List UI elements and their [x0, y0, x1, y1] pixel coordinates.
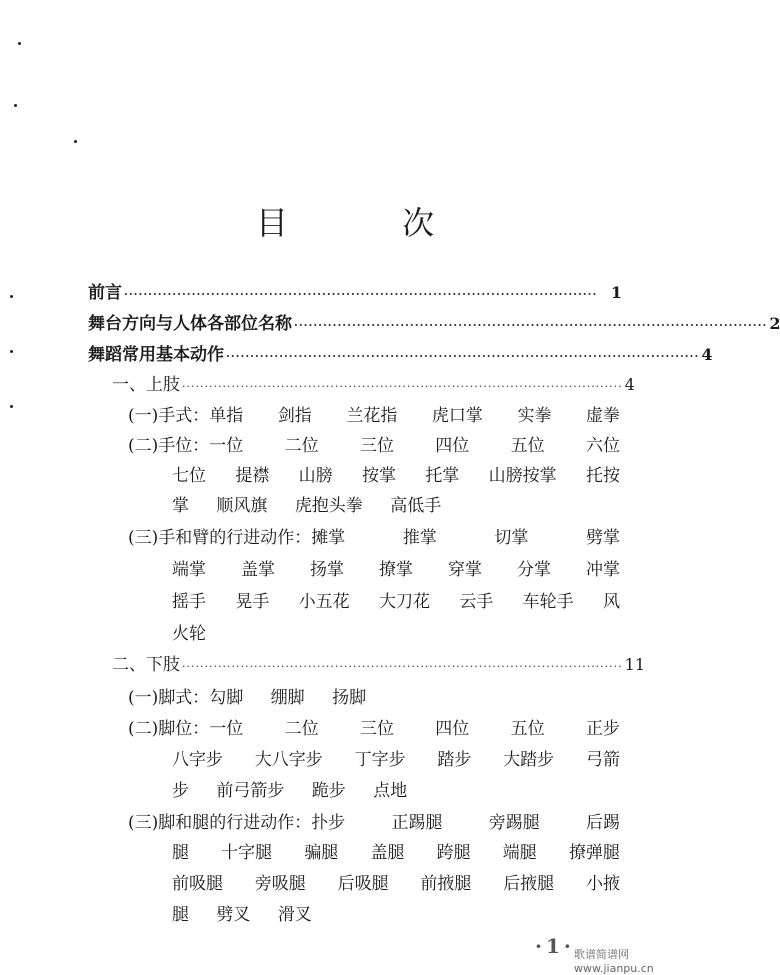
dot-leader: ·································································································· [294, 319, 768, 332]
toc-subline [172, 461, 620, 486]
toc-subline [128, 431, 620, 456]
scan-speck [74, 140, 77, 143]
term: 撩掌 [379, 560, 413, 580]
toc-subline [128, 683, 388, 708]
term: 劈掌 [586, 528, 620, 548]
term: 步 [172, 781, 189, 801]
term: 虎口掌 [431, 406, 483, 426]
term: 切掌 [494, 528, 529, 548]
term: 车轮手 [522, 592, 574, 612]
term: 二位 [284, 436, 319, 456]
page-title: 目 次 [255, 204, 487, 242]
term: 摇手 [172, 592, 206, 612]
term: 顺风旗 [216, 496, 268, 516]
watermark: 歌谱简谱网 www.jianpu.cn [574, 948, 654, 975]
term: 实拳 [517, 406, 552, 426]
term: 托掌 [425, 466, 460, 486]
term: 托按 [585, 466, 620, 486]
toc-page-number: 4 [701, 345, 713, 364]
term: 盖腿 [370, 843, 405, 863]
term: 端掌 [172, 560, 206, 580]
toc-subline [128, 401, 620, 426]
term: (三)脚和腿的行进动作：扑步 [128, 813, 346, 833]
toc-subline [172, 869, 620, 894]
toc-entry-lower[interactable] [112, 650, 646, 675]
term: 丁字步 [354, 750, 406, 770]
term: 大刀花 [378, 592, 430, 612]
dot-leader: ·································································································· [182, 380, 623, 393]
page-number: ·1· [535, 934, 575, 958]
dot-leader: ·································································································· [124, 288, 598, 301]
term: 山膀按掌 [488, 466, 557, 486]
term: 七位 [172, 466, 206, 486]
term: 五位 [510, 436, 545, 456]
toc-label: 舞蹈常用基本动作 [88, 345, 224, 365]
dot-leader: ·································································································· [182, 660, 623, 673]
term: 小五花 [298, 592, 350, 612]
toc-label: 二、下肢 [112, 655, 180, 675]
toc-label: 一、上肢 [112, 375, 180, 395]
toc-subline [172, 900, 334, 925]
term: 前弓箭步 [216, 781, 285, 801]
term: 兰花指 [346, 406, 398, 426]
term: 大八字步 [254, 750, 323, 770]
term: 后吸腿 [337, 874, 389, 894]
toc-entry-preface[interactable] [88, 278, 622, 303]
term: 撩弹腿 [568, 843, 620, 863]
term: (二)手位：一位 [128, 436, 244, 456]
term: 三位 [359, 436, 394, 456]
toc-subline [128, 808, 620, 833]
toc-label: 前言 [88, 283, 122, 303]
term: 踏步 [437, 750, 472, 770]
toc-subline [172, 555, 620, 580]
term: 弓箭 [585, 750, 620, 770]
term: 提襟 [235, 466, 270, 486]
term: 跪步 [311, 781, 346, 801]
toc-subline [172, 776, 429, 801]
toc-page-number: 11 [624, 655, 646, 674]
term: 滑叉 [277, 905, 312, 925]
term: 正踢腿 [391, 813, 443, 833]
toc-subline [172, 619, 228, 644]
scan-speck [10, 295, 13, 298]
term: 小掖 [585, 874, 620, 894]
term: 分掌 [517, 560, 551, 580]
term: 四位 [435, 719, 470, 739]
toc-subline [172, 587, 620, 612]
term: (一)脚式：勾脚 [128, 688, 244, 708]
term: 前掖腿 [420, 874, 472, 894]
scan-speck [14, 104, 17, 107]
term: 前吸腿 [172, 874, 223, 894]
term: 后掖腿 [503, 874, 555, 894]
toc-label: 舞台方向与人体各部位名称 [88, 314, 292, 334]
toc-subline [172, 838, 620, 863]
term: 五位 [510, 719, 545, 739]
toc-subline [128, 714, 620, 739]
term: 晃手 [235, 592, 270, 612]
toc-page-number: 2 [769, 314, 780, 333]
toc-entry-basics[interactable] [88, 340, 713, 365]
toc-subline [128, 523, 620, 548]
scan-speck [10, 405, 13, 408]
term: 大踏步 [503, 750, 555, 770]
term: 风 [602, 592, 620, 612]
term: 腿 [172, 843, 189, 863]
term: 穿掌 [448, 560, 482, 580]
term: 扬掌 [310, 560, 344, 580]
toc-subline [172, 745, 620, 770]
term: (一)手式：单指 [128, 406, 244, 426]
term: 跨腿 [436, 843, 471, 863]
term: 端腿 [502, 843, 537, 863]
term: 腿 [172, 905, 189, 925]
term: 山膀 [298, 466, 333, 486]
term: 掌 [172, 496, 189, 516]
term: (三)手和臂的行进动作：摊掌 [128, 528, 346, 548]
term: 二位 [284, 719, 319, 739]
term: 旁吸腿 [254, 874, 306, 894]
term: (二)脚位：一位 [128, 719, 244, 739]
term: 盖掌 [241, 560, 275, 580]
toc-page-number: 1 [610, 283, 622, 302]
term: 冲掌 [586, 560, 620, 580]
term: 骗腿 [304, 843, 339, 863]
term: 扬脚 [332, 688, 367, 708]
term: 按掌 [361, 466, 396, 486]
term: 点地 [373, 781, 408, 801]
term: 六位 [585, 436, 620, 456]
term: 旁踢腿 [488, 813, 540, 833]
term: 推掌 [402, 528, 437, 548]
term: 十字腿 [221, 843, 273, 863]
term: 剑指 [277, 406, 312, 426]
toc-page-number: 4 [624, 375, 635, 394]
term: 高低手 [390, 496, 442, 516]
toc-subline [172, 491, 463, 516]
term: 正步 [585, 719, 620, 739]
term: 三位 [359, 719, 394, 739]
scan-speck [18, 42, 21, 45]
toc-entry-stage[interactable] [88, 309, 780, 334]
term: 劈叉 [216, 905, 251, 925]
term: 绷脚 [270, 688, 305, 708]
term: 云手 [459, 592, 494, 612]
term: 四位 [435, 436, 470, 456]
term: 八字步 [172, 750, 223, 770]
scan-speck [10, 350, 13, 353]
term: 火轮 [172, 624, 206, 644]
term: 虎抱头拳 [294, 496, 363, 516]
term: 后踢 [585, 813, 620, 833]
dot-leader: ·································································································· [226, 350, 700, 363]
term: 虚拳 [586, 406, 620, 426]
toc-entry-upper[interactable] [112, 370, 635, 395]
